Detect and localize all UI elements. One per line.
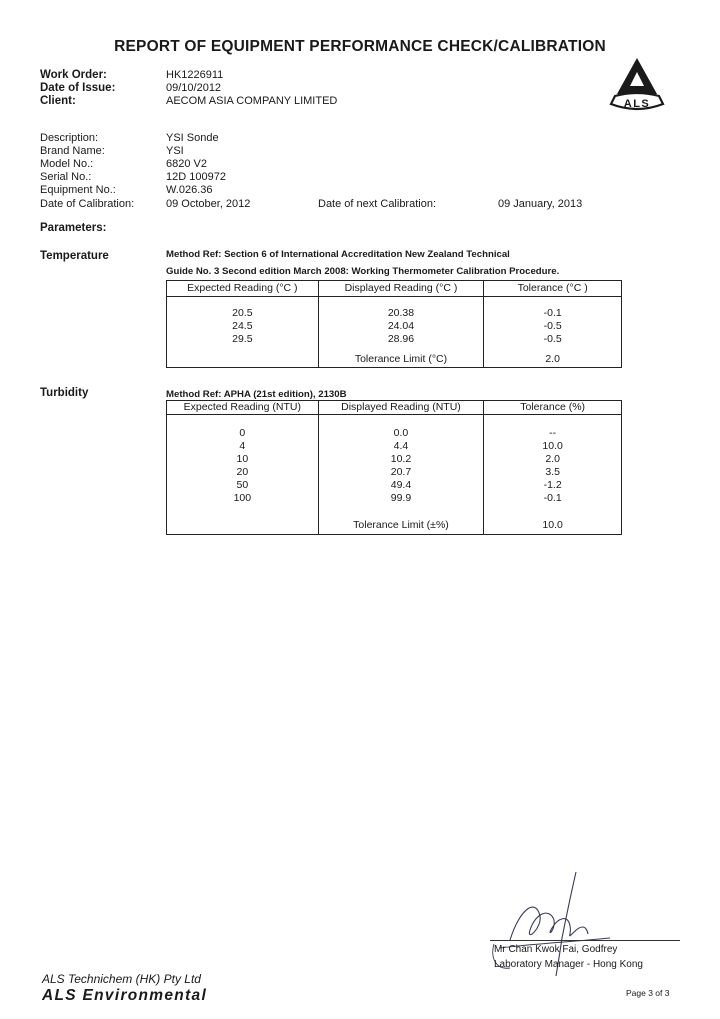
date-of-issue-label: Date of Issue: — [40, 82, 116, 94]
turbidity-expected-value: 100 — [233, 492, 252, 504]
turbidity-tolerance-value: 2.0 — [545, 453, 560, 465]
temperature-tolerance-cell — [484, 297, 622, 353]
client-label: Client: — [40, 95, 76, 107]
model-label: Model No.: — [40, 158, 94, 170]
signer-title: Laboratory Manager - Hong Kong — [494, 959, 643, 970]
temperature-header-displayed: Displayed Reading (°C ) — [318, 281, 484, 297]
serial-label: Serial No.: — [40, 171, 92, 183]
client-value: AECOM ASIA COMPANY LIMITED — [166, 95, 338, 107]
temperature-method-line2: Guide No. 3 Second edition March 2008: Working Thermometer Calibration Procedure. — [166, 266, 560, 277]
turbidity-expected-value: 0 — [239, 427, 246, 439]
temperature-expected-cell — [167, 297, 319, 353]
temperature-table — [166, 280, 622, 368]
turbidity-tolerance-value: -- — [549, 427, 557, 439]
next-calibration-label: Date of next Calibration: — [318, 198, 437, 210]
date-of-issue-value: 09/10/2012 — [166, 82, 222, 94]
turbidity-displayed-value: 4.4 — [393, 440, 409, 452]
turbidity-header-row — [167, 401, 622, 415]
als-logo — [606, 54, 668, 114]
page-number: Page 3 of 3 — [626, 988, 670, 998]
turbidity-limit-value: 10.0 — [484, 519, 622, 535]
parameters-label: Parameters: — [40, 222, 107, 234]
signer-name: Mr Chan Kwok Fai, Godfrey — [494, 944, 618, 955]
turbidity-expected-value: 20 — [236, 466, 249, 478]
temperature-tolerance-value: -0.1 — [543, 307, 562, 319]
turbidity-expected-value: 4 — [239, 440, 246, 452]
description-label: Description: — [40, 132, 99, 144]
turbidity-header-expected: Expected Reading (NTU) — [167, 401, 319, 415]
equipment-no-label: Equipment No.: — [40, 184, 116, 196]
temperature-displayed-value: 24.04 — [387, 320, 415, 332]
temperature-header-expected: Expected Reading (°C ) — [167, 281, 319, 297]
turbidity-expected-value: 10 — [236, 453, 249, 465]
temperature-expected-value: 24.5 — [232, 320, 253, 332]
turbidity-tolerance-cell — [484, 415, 622, 519]
signature-line — [490, 940, 680, 941]
description-value: YSI Sonde — [166, 132, 219, 144]
turbidity-expected-value: 50 — [236, 479, 249, 491]
turbidity-limit-row — [167, 519, 622, 535]
calibration-date-label: Date of Calibration: — [40, 198, 135, 210]
brand-value: YSI — [166, 145, 184, 157]
logo-text: ALS — [623, 98, 651, 110]
company-name: ALS Technichem (HK) Pty Ltd — [42, 972, 201, 986]
temperature-displayed-value: 28.96 — [387, 333, 415, 345]
equipment-no-value: W.026.36 — [166, 184, 213, 196]
turbidity-displayed-cell — [318, 415, 484, 519]
turbidity-tolerance-value: 3.5 — [545, 466, 560, 478]
company-brand: ALS Environmental — [42, 987, 208, 1004]
temperature-header-tolerance: Tolerance (°C ) — [484, 281, 622, 297]
turbidity-tolerance-value: -1.2 — [543, 479, 562, 491]
temperature-method-line1: Method Ref: Section 6 of International Accreditation New Zealand Technical — [166, 249, 510, 260]
turbidity-data-row — [167, 415, 622, 519]
serial-value: 12D 100972 — [166, 171, 226, 183]
temperature-header-row — [167, 281, 622, 297]
temperature-expected-value: 20.5 — [232, 307, 253, 319]
calibration-date-value: 09 October, 2012 — [166, 198, 251, 210]
turbidity-displayed-value: 49.4 — [390, 479, 412, 491]
next-calibration-value: 09 January, 2013 — [498, 198, 583, 210]
temperature-limit-row — [167, 353, 622, 368]
turbidity-header-tolerance: Tolerance (%) — [484, 401, 622, 415]
turbidity-tolerance-value: -0.1 — [543, 492, 562, 504]
turbidity-displayed-value: 20.7 — [390, 466, 412, 478]
turbidity-method-line1: Method Ref: APHA (21st edition), 2130B — [166, 389, 347, 400]
temperature-tolerance-value: -0.5 — [543, 333, 562, 345]
temperature-tolerance-value: -0.5 — [543, 320, 562, 332]
turbidity-label: Turbidity — [40, 387, 89, 399]
turbidity-displayed-value: 0.0 — [393, 427, 409, 439]
work-order-label: Work Order: — [40, 69, 107, 81]
brand-label: Brand Name: — [40, 145, 105, 157]
turbidity-displayed-value: 99.9 — [390, 492, 412, 504]
turbidity-expected-cell — [167, 415, 319, 519]
temperature-limit-label: Tolerance Limit (°C) — [318, 353, 484, 368]
work-order-value: HK1226911 — [166, 69, 224, 81]
turbidity-header-displayed: Displayed Reading (NTU) — [318, 401, 484, 415]
temperature-displayed-value: 20.38 — [387, 307, 415, 319]
temperature-expected-value: 29.5 — [232, 333, 253, 345]
temperature-limit-value: 2.0 — [484, 353, 622, 368]
temperature-label: Temperature — [40, 250, 109, 262]
report-title: REPORT OF EQUIPMENT PERFORMANCE CHECK/CALIBRATION — [114, 38, 606, 55]
turbidity-displayed-value: 10.2 — [390, 453, 412, 465]
turbidity-table — [166, 400, 622, 535]
turbidity-tolerance-value: 10.0 — [542, 440, 563, 452]
model-value: 6820 V2 — [166, 158, 207, 170]
temperature-displayed-cell — [318, 297, 484, 353]
turbidity-limit-label: Tolerance Limit (±%) — [318, 519, 484, 535]
temperature-data-row — [167, 297, 622, 353]
